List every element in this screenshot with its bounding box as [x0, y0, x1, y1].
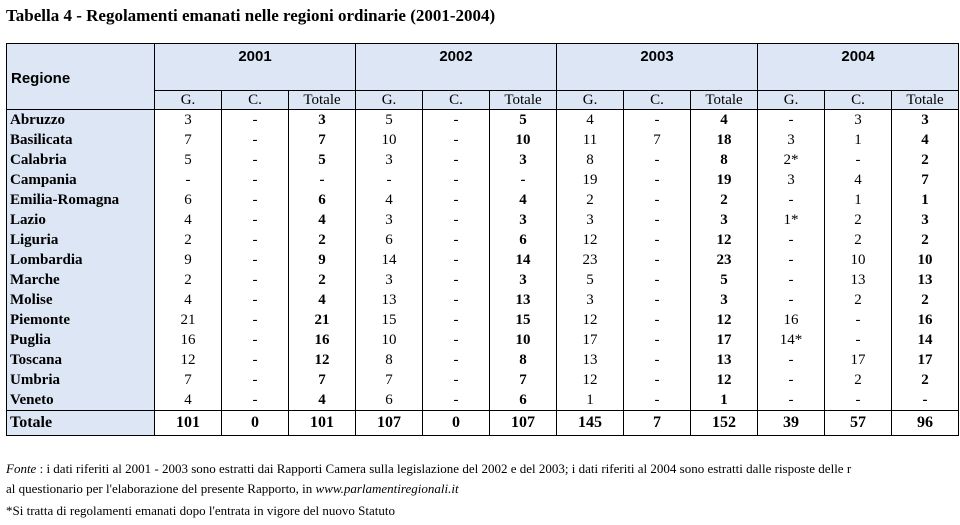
value-cell: 2: [825, 290, 892, 310]
region-name: Emilia-Romagna: [7, 190, 155, 210]
region-name: Lazio: [7, 210, 155, 230]
table-row: [7, 290, 959, 310]
year-header-2004: 2004: [758, 44, 959, 91]
value-cell: -: [423, 230, 490, 250]
value-cell: -: [222, 110, 289, 131]
total-cell: 3: [490, 210, 557, 230]
value-cell: -: [758, 190, 825, 210]
region-name: Molise: [7, 290, 155, 310]
total-cell: -: [490, 170, 557, 190]
total-cell: -: [892, 390, 959, 411]
total-cell: 7: [490, 370, 557, 390]
value-cell: 2: [825, 230, 892, 250]
total-cell: 4: [289, 210, 356, 230]
value-cell: -: [624, 250, 691, 270]
total-cell: 13: [490, 290, 557, 310]
table-row: [7, 210, 959, 230]
total-cell: 6: [490, 390, 557, 411]
total-cell: 8: [691, 150, 758, 170]
value-cell: -: [423, 330, 490, 350]
region-name: Puglia: [7, 330, 155, 350]
regulations-table: [6, 43, 959, 436]
region-name: Lombardia: [7, 250, 155, 270]
value-cell: -: [758, 110, 825, 131]
subcolumn-header: C.: [222, 91, 289, 110]
value-cell: 21: [155, 310, 222, 330]
source-note: [6, 459, 958, 499]
value-cell: -: [222, 310, 289, 330]
region-column-header: Regione: [7, 44, 155, 110]
value-cell: -: [423, 210, 490, 230]
grand-total-cell: 101: [289, 411, 356, 436]
subcolumn-header: C.: [624, 91, 691, 110]
value-cell: 2: [825, 210, 892, 230]
value-cell: 6: [155, 190, 222, 210]
total-cell: 7: [289, 130, 356, 150]
region-name: Abruzzo: [7, 110, 155, 131]
total-cell: 4: [892, 130, 959, 150]
total-cell: 14: [892, 330, 959, 350]
total-cell: 6: [490, 230, 557, 250]
subcolumn-header: G.: [356, 91, 423, 110]
value-cell: 2: [825, 370, 892, 390]
value-cell: 23: [557, 250, 624, 270]
value-cell: -: [423, 190, 490, 210]
total-cell: 8: [490, 350, 557, 370]
value-cell: -: [624, 230, 691, 250]
value-cell: 5: [557, 270, 624, 290]
region-name: Toscana: [7, 350, 155, 370]
value-cell: -: [222, 170, 289, 190]
value-cell: -: [423, 270, 490, 290]
total-cell: 3: [289, 110, 356, 131]
value-cell: -: [624, 390, 691, 411]
value-cell: -: [624, 350, 691, 370]
value-cell: 12: [557, 230, 624, 250]
total-cell: 4: [289, 390, 356, 411]
value-cell: -: [624, 110, 691, 131]
table-row: [7, 270, 959, 290]
total-cell: 12: [691, 370, 758, 390]
source-label: Fonte: [6, 461, 37, 476]
total-cell: 3: [490, 270, 557, 290]
total-cell: 13: [691, 350, 758, 370]
value-cell: -: [624, 290, 691, 310]
value-cell: -: [423, 110, 490, 131]
value-cell: -: [624, 170, 691, 190]
total-cell: 23: [691, 250, 758, 270]
value-cell: 7: [155, 370, 222, 390]
total-cell: 2: [691, 190, 758, 210]
value-cell: -: [423, 310, 490, 330]
value-cell: 13: [356, 290, 423, 310]
total-cell: 16: [289, 330, 356, 350]
total-cell: 5: [691, 270, 758, 290]
table-row: [7, 190, 959, 210]
value-cell: 4: [155, 210, 222, 230]
value-cell: 2: [155, 230, 222, 250]
table-row: [7, 110, 959, 131]
table-row: [7, 150, 959, 170]
source-note-line-1: [6, 459, 958, 479]
value-cell: 13: [557, 350, 624, 370]
total-cell: 3: [892, 210, 959, 230]
value-cell: 3: [758, 170, 825, 190]
value-cell: -: [624, 210, 691, 230]
table-row: [7, 350, 959, 370]
value-cell: 11: [557, 130, 624, 150]
total-cell: 2: [289, 230, 356, 250]
value-cell: 7: [356, 370, 423, 390]
value-cell: -: [222, 250, 289, 270]
region-name: Campania: [7, 170, 155, 190]
region-name: Basilicata: [7, 130, 155, 150]
value-cell: -: [758, 230, 825, 250]
value-cell: 2: [155, 270, 222, 290]
value-cell: -: [423, 170, 490, 190]
grand-total-cell: 145: [557, 411, 624, 436]
source-url: www.parlamentiregionali.it: [315, 481, 459, 496]
grand-total-cell: 7: [624, 411, 691, 436]
total-cell: 3: [691, 210, 758, 230]
value-cell: -: [825, 330, 892, 350]
value-cell: -: [222, 270, 289, 290]
value-cell: 2: [557, 190, 624, 210]
value-cell: -: [222, 290, 289, 310]
value-cell: -: [624, 330, 691, 350]
year-header-2003: 2003: [557, 44, 758, 91]
value-cell: 10: [356, 330, 423, 350]
total-cell: 15: [490, 310, 557, 330]
footnote: *Si tratta di regolamenti emanati dopo l'entrata in vigore del nuovo Statuto: [6, 503, 395, 518]
value-cell: -: [222, 150, 289, 170]
table-row: [7, 130, 959, 150]
value-cell: 3: [356, 210, 423, 230]
table-row: [7, 310, 959, 330]
total-cell: 3: [892, 110, 959, 131]
grand-total-cell: 152: [691, 411, 758, 436]
value-cell: 5: [155, 150, 222, 170]
value-cell: -: [222, 210, 289, 230]
value-cell: 4: [155, 290, 222, 310]
value-cell: 6: [356, 390, 423, 411]
year-header-2001: 2001: [155, 44, 356, 91]
value-cell: -: [758, 350, 825, 370]
value-cell: 8: [356, 350, 423, 370]
total-cell: 5: [289, 150, 356, 170]
table-row: [7, 330, 959, 350]
table-body: [7, 110, 959, 411]
grand-total-cell: 57: [825, 411, 892, 436]
value-cell: 2*: [758, 150, 825, 170]
region-name: Liguria: [7, 230, 155, 250]
total-cell: 3: [691, 290, 758, 310]
total-cell: 16: [892, 310, 959, 330]
value-cell: 5: [356, 110, 423, 131]
total-cell: 12: [691, 310, 758, 330]
total-cell: 2: [892, 150, 959, 170]
value-cell: -: [423, 390, 490, 411]
grand-total-cell: 96: [892, 411, 959, 436]
total-cell: 4: [289, 290, 356, 310]
value-cell: 12: [155, 350, 222, 370]
value-cell: -: [423, 350, 490, 370]
total-cell: 10: [490, 330, 557, 350]
total-cell: 2: [892, 290, 959, 310]
value-cell: -: [624, 310, 691, 330]
total-cell: 7: [289, 370, 356, 390]
value-cell: -: [758, 270, 825, 290]
value-cell: -: [356, 170, 423, 190]
grand-total-cell: 39: [758, 411, 825, 436]
value-cell: -: [222, 130, 289, 150]
value-cell: 16: [758, 310, 825, 330]
subcolumn-header: Totale: [691, 91, 758, 110]
value-cell: 7: [624, 130, 691, 150]
value-cell: 3: [155, 110, 222, 131]
value-cell: 3: [356, 270, 423, 290]
total-cell: 12: [289, 350, 356, 370]
value-cell: -: [423, 150, 490, 170]
table-row: [7, 390, 959, 411]
total-cell: 3: [490, 150, 557, 170]
value-cell: 1: [557, 390, 624, 411]
value-cell: -: [758, 290, 825, 310]
subcolumn-header: Totale: [892, 91, 959, 110]
grand-total-cell: 107: [356, 411, 423, 436]
value-cell: -: [624, 270, 691, 290]
value-cell: -: [155, 170, 222, 190]
total-cell: 4: [490, 190, 557, 210]
region-name: Piemonte: [7, 310, 155, 330]
total-cell: 4: [691, 110, 758, 131]
total-cell: 1: [691, 390, 758, 411]
total-cell: 1: [892, 190, 959, 210]
value-cell: -: [222, 370, 289, 390]
value-cell: -: [624, 370, 691, 390]
total-cell: 2: [892, 230, 959, 250]
grand-total-cell: 0: [423, 411, 490, 436]
subcolumn-header: Totale: [289, 91, 356, 110]
value-cell: 10: [825, 250, 892, 270]
source-note-line-2: [6, 479, 958, 499]
total-cell: 7: [892, 170, 959, 190]
subcolumn-header: G.: [155, 91, 222, 110]
value-cell: 19: [557, 170, 624, 190]
source-text-1: : i dati riferiti al 2001 - 2003 sono estratti dai Rapporti Camera sulla legislazione del 2002 e del 2003; i dati riferiti al 2004 sono estratti dalle risposte delle r: [36, 461, 852, 476]
subcolumn-header: C.: [825, 91, 892, 110]
subcolumn-header: G.: [758, 91, 825, 110]
table-title: Tabella 4 - Regolamenti emanati nelle regioni ordinarie (2001-2004): [6, 6, 496, 25]
value-cell: 4: [356, 190, 423, 210]
value-cell: 8: [557, 150, 624, 170]
value-cell: 1: [825, 130, 892, 150]
value-cell: 7: [155, 130, 222, 150]
value-cell: 14: [356, 250, 423, 270]
grand-total-cell: 0: [222, 411, 289, 436]
value-cell: 1*: [758, 210, 825, 230]
total-label: Totale: [7, 411, 155, 436]
region-name: Calabria: [7, 150, 155, 170]
value-cell: -: [222, 390, 289, 411]
value-cell: 3: [758, 130, 825, 150]
value-cell: 9: [155, 250, 222, 270]
value-cell: -: [624, 190, 691, 210]
total-cell: 18: [691, 130, 758, 150]
value-cell: 17: [825, 350, 892, 370]
grand-total-cell: 107: [490, 411, 557, 436]
grand-total-cell: 101: [155, 411, 222, 436]
value-cell: -: [758, 250, 825, 270]
value-cell: -: [423, 250, 490, 270]
total-cell: 17: [691, 330, 758, 350]
value-cell: 12: [557, 310, 624, 330]
value-cell: 15: [356, 310, 423, 330]
value-cell: 1: [825, 190, 892, 210]
total-cell: 17: [892, 350, 959, 370]
value-cell: -: [758, 390, 825, 411]
region-name: Marche: [7, 270, 155, 290]
value-cell: -: [825, 390, 892, 411]
source-text-2: al questionario per l'elaborazione del presente Rapporto, in: [6, 481, 316, 496]
total-cell: 13: [892, 270, 959, 290]
table-row: [7, 230, 959, 250]
total-cell: 6: [289, 190, 356, 210]
total-row: [7, 411, 959, 436]
total-cell: 5: [490, 110, 557, 131]
value-cell: 3: [557, 210, 624, 230]
subcolumn-header: G.: [557, 91, 624, 110]
subcolumn-header: Totale: [490, 91, 557, 110]
value-cell: -: [423, 130, 490, 150]
value-cell: -: [423, 370, 490, 390]
value-cell: 3: [825, 110, 892, 131]
value-cell: 16: [155, 330, 222, 350]
total-cell: 2: [289, 270, 356, 290]
value-cell: 4: [155, 390, 222, 411]
total-cell: 21: [289, 310, 356, 330]
total-cell: -: [289, 170, 356, 190]
value-cell: 17: [557, 330, 624, 350]
total-cell: 10: [490, 130, 557, 150]
value-cell: 13: [825, 270, 892, 290]
value-cell: 3: [557, 290, 624, 310]
value-cell: -: [423, 290, 490, 310]
total-cell: 2: [892, 370, 959, 390]
region-name: Veneto: [7, 390, 155, 411]
value-cell: -: [222, 190, 289, 210]
total-cell: 9: [289, 250, 356, 270]
table-row: [7, 170, 959, 190]
value-cell: -: [222, 350, 289, 370]
region-name: Umbria: [7, 370, 155, 390]
value-cell: 6: [356, 230, 423, 250]
value-cell: 10: [356, 130, 423, 150]
year-header-2002: 2002: [356, 44, 557, 91]
value-cell: 14*: [758, 330, 825, 350]
value-cell: -: [624, 150, 691, 170]
total-cell: 12: [691, 230, 758, 250]
value-cell: -: [222, 330, 289, 350]
value-cell: 4: [557, 110, 624, 131]
value-cell: -: [222, 230, 289, 250]
subcolumn-header: C.: [423, 91, 490, 110]
value-cell: -: [825, 150, 892, 170]
total-cell: 19: [691, 170, 758, 190]
total-cell: 10: [892, 250, 959, 270]
value-cell: -: [825, 310, 892, 330]
value-cell: 4: [825, 170, 892, 190]
value-cell: 3: [356, 150, 423, 170]
value-cell: -: [758, 370, 825, 390]
table-row: [7, 370, 959, 390]
table-row: [7, 250, 959, 270]
total-cell: 14: [490, 250, 557, 270]
value-cell: 12: [557, 370, 624, 390]
